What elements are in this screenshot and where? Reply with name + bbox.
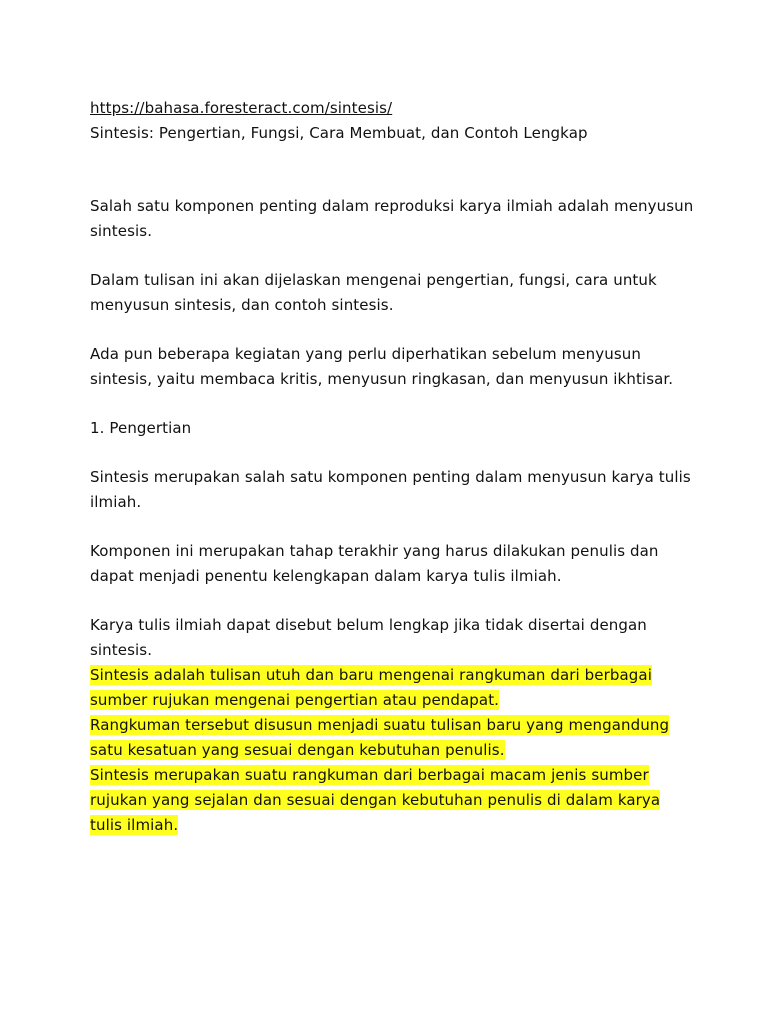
body-paragraph: Karya tulis ilmiah dapat disebut belum lengkap jika tidak disertai dengan sintesis.: [90, 616, 647, 659]
highlighted-paragraph: [90, 663, 690, 713]
highlighted-text: Sintesis adalah tulisan utuh dan baru mengenai rangkuman dari berbagai sumber rujukan mengenai pengertian atau pendapat.: [90, 666, 652, 709]
highlighted-text: Sintesis merupakan suatu rangkuman dari berbagai macam jenis sumber rujukan yang sejalan dan sesuai dengan kebutuhan penulis di dalam karya tulis ilmiah.: [90, 766, 661, 834]
highlighted-text: Rangkuman tersebut disusun menjadi suatu tulisan baru yang mengandung satu kesatuan yang sesuai dengan kebutuhan penulis.: [90, 716, 670, 759]
document-body: [90, 96, 700, 838]
section-heading: 1. Pengertian: [90, 419, 192, 437]
document-title: Sintesis: Pengertian, Fungsi, Cara Membuat, dan Contoh Lengkap: [90, 124, 588, 142]
source-link[interactable]: https://bahasa.foresteract.com/sintesis/: [90, 99, 393, 117]
body-paragraph: Komponen ini merupakan tahap terakhir yang harus dilakukan penulis dan dapat menjadi penentu kelengkapan dalam karya tulis ilmiah.: [90, 542, 659, 585]
body-paragraph: Sintesis merupakan salah satu komponen penting dalam menyusun karya tulis ilmiah.: [90, 468, 691, 511]
highlighted-paragraph: [90, 713, 690, 763]
intro-paragraph: Salah satu komponen penting dalam reproduksi karya ilmiah adalah menyusun sintesis.: [90, 197, 694, 240]
intro-paragraph: Ada pun beberapa kegiatan yang perlu diperhatikan sebelum menyusun sintesis, yaitu membaca kritis, menyusun ringkasan, dan menyusun ikhtisar.: [90, 345, 674, 388]
highlighted-paragraph: [90, 763, 690, 838]
intro-paragraph: Dalam tulisan ini akan dijelaskan mengenai pengertian, fungsi, cara untuk menyusun sintesis, dan contoh sintesis.: [90, 271, 657, 314]
